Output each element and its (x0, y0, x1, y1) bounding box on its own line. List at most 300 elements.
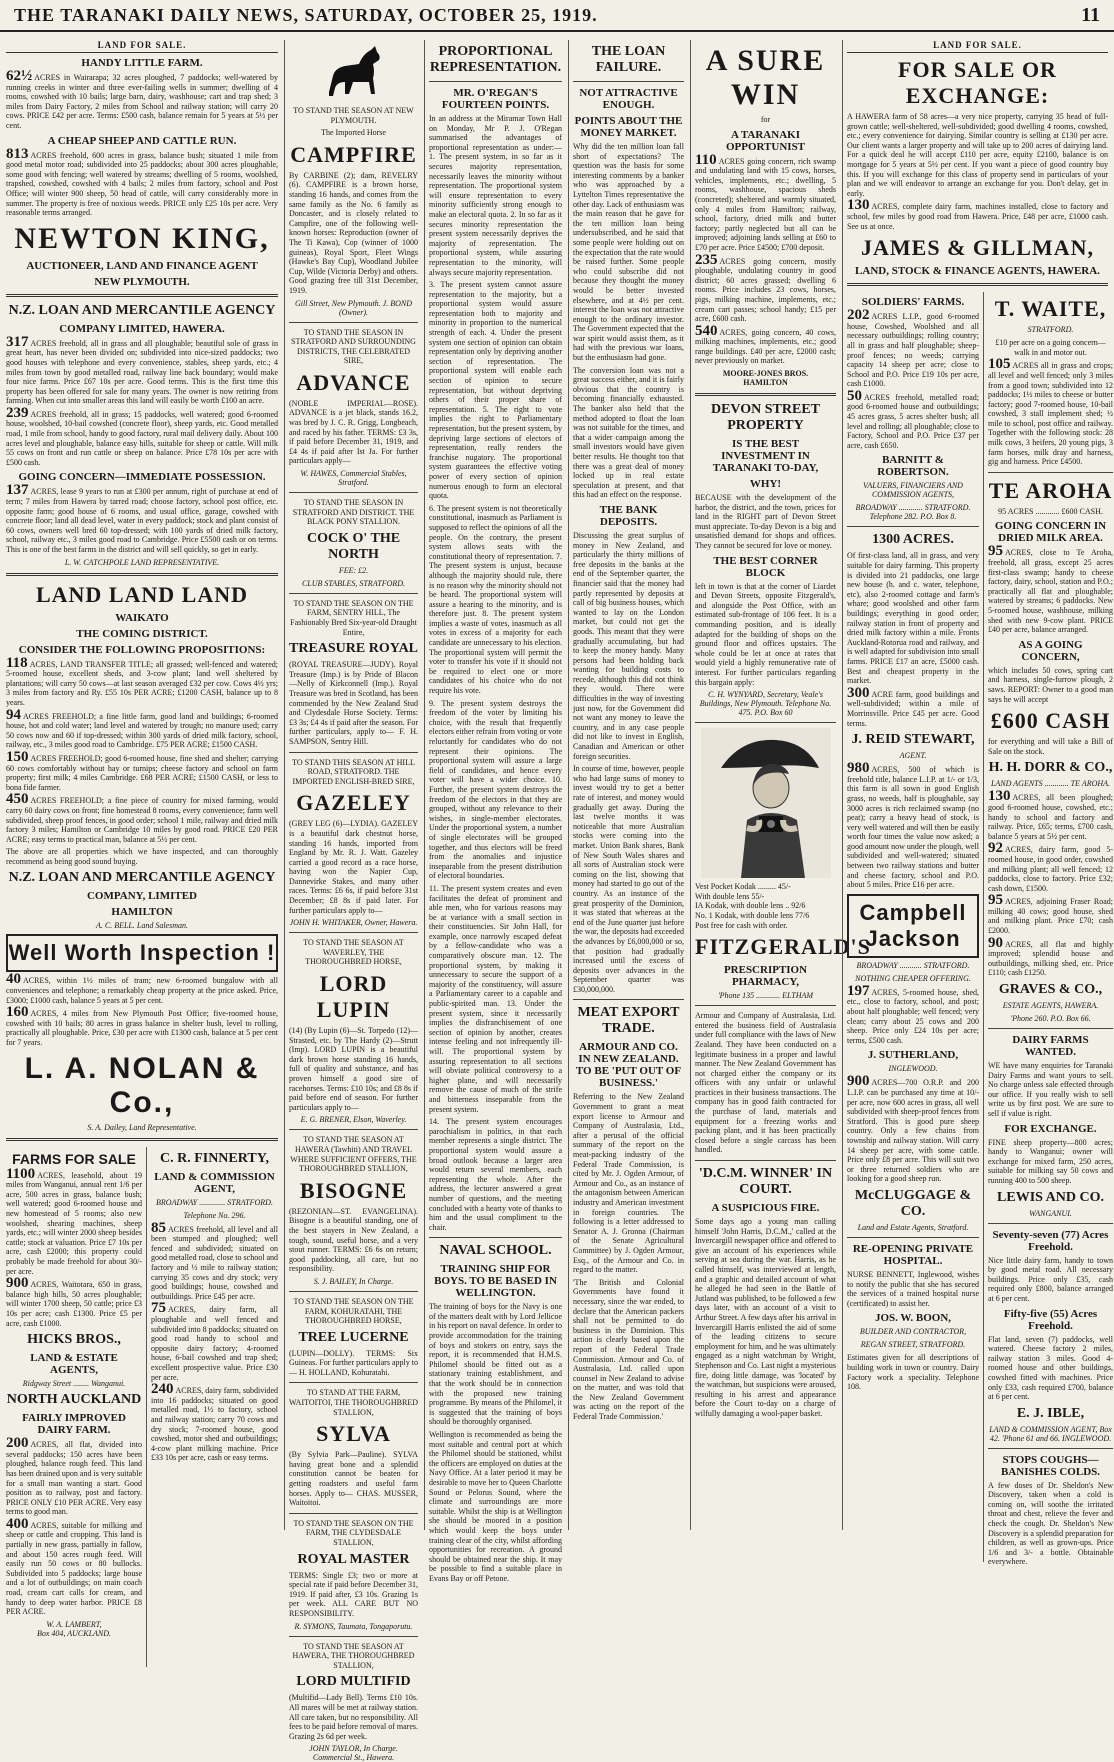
ad-title: Fifty-five (55) Acres Freehold. (1003, 1307, 1098, 1332)
ad-lead-number: 450 (6, 791, 29, 808)
ad-body: By CARBINE (2); dam, REVELRY (6). CAMPFIRE is a brown horse, standing 16 hands, and comes from the same family as the No. 6 family as Doncaster, and is closely related to Campfire, one of the following well-known horses: Reproduction (owner of The Ti Kawa), Cop (winner of 1000 guineas), Royal Sport, Fleet Wings (Hawke's Bay Cup), Woodland Jubilee Cup, Wilde (Victoria Derby) and others. Good grazing free till 31st December, 1919. (289, 170, 418, 295)
article-paragraph: 'The British and Colonial Governments have found it necessary, since the war ended, to declare that the American packers shall not be permitted to do business in the Dominion. This action is clearly based upon the report of the Federal Trade Commission. Armour and Co. of Australasia, Ltd. called upon counsel in New Zealand to advise on the matter, and was told that the New Zealand Government was acting on the report of the Federal Trade Commission.' (573, 1277, 684, 1422)
advertiser-name: J. SUTHERLAND, (867, 1049, 959, 1062)
ad-text (151, 1219, 278, 1302)
ad-signature: JOHN H. WHITAKER, Owner, Hawera. (289, 918, 418, 928)
ad-lead-number: 110 (695, 151, 717, 168)
advertiser-name: McCLUGGAGE & CO. (854, 1187, 972, 1219)
divider (695, 393, 836, 396)
ad-lead-number: 1100 (6, 1165, 36, 1182)
article-paragraph: In an address at the Miramar Town Hall on Monday, Mr P. J. O'Regan summarised the advantages of proportional representation as under:— 1. The present system, in so far as it secures majority representation, necessarily leaves the minority without representation. The proportional system will ensure representation to every minority sufficiently strong enough to make an electoral quota. 2. In so far as it secures minority representation the present system necessarily deprives the majority of representation. The proportional system, while assuring representation to the minority, will always secure majority representation. (429, 114, 562, 277)
ad-text (6, 1435, 142, 1517)
advertiser-name: N.Z. LOAN AND MERCANTILE AGENCY (8, 870, 276, 886)
ad-lead-number: 92 (988, 840, 1003, 857)
ad-text (847, 760, 979, 890)
ad-text (6, 748, 278, 792)
divider (695, 1005, 836, 1006)
ad-body: (By Sylvia Park—Pauline). SYLVA having great bone and a splendid constitution cannot be beaten for getting roadsters and useful farm horses. Apply to— CHAS. MUSSER, Waitoitoi. (289, 1450, 418, 1508)
ad-lead-number: 95 (988, 543, 1003, 560)
advertiser-subtitle: COMPANY LIMITED, HAWERA. (59, 322, 225, 335)
ad-intro: TO STAND THE SEASON AT HAWERA, THE THOROUGHBRED STALLION, (292, 1641, 415, 1670)
ad-body: ACRES FREEHOLD; a fine piece of country for mixed farming, would carry 60 dairy cows on front; fine homestead 8 rooms, every convenience; farm well subdivided, sheep proof fences, in good order; school 1 mile, railway and dried milk factory 3 miles; Hamilton or Cambridge 10 miles by good road. PRICE £20 PER ACRE; easy terms to practical man, balance at 5½ per cent. (6, 796, 278, 844)
ad-intro: The Imported Horse (321, 128, 386, 138)
divider (988, 1223, 1113, 1224)
ad-lead-number: 900 (847, 1073, 870, 1090)
divider (573, 81, 684, 82)
ad-title: GOING CONCERN—IMMEDIATE POSSESSION. (18, 471, 266, 484)
ad-title: LAND LAND LAND (35, 581, 248, 607)
column-2 (284, 40, 422, 1762)
advertiser-subtitle: LAND & COMMISSION AGENT, Box 42. 'Phone 61 and 66. INGLEWOOD. (989, 1424, 1112, 1443)
ad-price: £600 CASH (990, 708, 1111, 734)
divider (573, 999, 684, 1000)
ad-signature: W. HAWES, Commercial Stables, Stratford. (300, 469, 407, 488)
divider (695, 1160, 836, 1161)
ad-intro: TO STAND THE SEASON AT NEW PLYMOUTH. (293, 106, 414, 125)
ad-text (6, 971, 278, 1005)
ad-body: ACRES, within 1½ miles of tram; new 6-roomed bungalow with all conveniences and telephone; a remarkably cheap property at the price asked. Price, £3000; £1000 cash, balance 5 years at 5 per cent. (6, 976, 278, 1005)
ad-body: NURSE BENNETT, Inglewood, wishes to notify the public that she has secured the services of a trained hospital nurse (certificated) to assist her. (847, 1269, 979, 1308)
article-paragraph: The conversion loan was not a great success either, and it is fairly obvious that the country is becoming financially exhausted. The banker also held that the method adopted to float the loan was not suitable for the times, and that a wider campaign among the small investors would have given better results. He thought too that there was a great deal of money locked up in real estate speculation at present, and that this had an effect on the response. (573, 365, 684, 500)
divider (6, 1138, 278, 1141)
ad-text (6, 1275, 142, 1328)
ad-body: ACRES, leasehold, about 19 miles from Wanganui, annual rent 1/6 per acre, 500 acres in grass, balance bush; well watered; good 6-roomed house and new homestead of 5 rooms; also new woolshed, shearing machines, sheep yards, etc.; will winter 2000 sheep besides cattle; stock at valuation. Price £7 10s per acre, cash £2000; this property could probably be made freehold for about 30/- per acre. (6, 1170, 142, 1276)
ad-subtitle: AS A GOING CONCERN, (1018, 638, 1083, 663)
advertiser-place: STRATFORD. (1027, 325, 1074, 335)
farms-for-sale-block (6, 1147, 142, 1667)
ad-body: (LUPIN—DOLLY). TERMS: Six Guineas. For further particulars apply to— H. HOLLAND, Kohuratahi. (289, 1348, 418, 1377)
ad-text (6, 1165, 142, 1277)
ad-body: ACRES, lease 9 years to run at £300 per annum, right of purchase at end of term; 7 miles from Hawera by tarred road; choose factory, school post office, etc. opposite farm; good house of 6 rooms, and usual office, garage, cowshed with concrete floor; land all dead level, water in every paddock; stock and plant consist of 60 cows, owners well bred 60 top-dressed; with 100 yards of dried milk factory, school, railway etc., 3 miles good road to Cambridge. Price £5500 cash or on terms. This is one of the best farms in the district and will sell quickly, so get in early. (6, 487, 278, 554)
ad-subtitle: A TARANAKI OPPORTUNIST (725, 128, 806, 153)
ad-lead-number: 85 (151, 1219, 166, 1236)
advertiser-subtitle: LAND AGENTS ............ TE AROHA. (990, 779, 1111, 789)
advertiser-name: NEWTON KING, (14, 221, 270, 255)
ad-signature: A. C. BELL. Land Salesman. (95, 921, 188, 931)
ad-signature: Gill Street, New Plymouth. J. BOND (Owner). (294, 298, 413, 317)
divider (847, 526, 979, 527)
ad-lead-number: 980 (847, 760, 870, 777)
ad-text (988, 788, 1113, 841)
advertiser-name: H. H. DORR & CO., (988, 760, 1113, 776)
ad-subtitle: THE BEST CORNER BLOCK (713, 554, 818, 579)
ad-body: FINE sheep property—800 acres; handy to Wanganui; owner will exchange for mixed farm, 250 acres, suitable for milking say 50 cows and running 400 to 500 sheep. (988, 1137, 1113, 1185)
ad-lead-number: 202 (847, 307, 870, 324)
ad-text (6, 482, 278, 554)
ad-body: Flat land, seven (7) paddocks, well watered. Cheese factory 2 miles, railway station 3 miles. Good 4-roomed house and other buildings, cowshed fitted with machines. Price only £33, cash required £700, balance at 6 per cent. (988, 1334, 1113, 1402)
ad-body: ACRES, going concern, 40 cows, milking machines, implements, etc.; good range buildings. £40 per acre, £2000 cash; never previously on market. (695, 327, 836, 366)
masthead (0, 0, 1114, 32)
ad-title: NORTH AUCKLAND (6, 1392, 142, 1408)
advertiser-place: REGAN STREET, STRATFORD. (860, 1340, 966, 1350)
ad-signature: S. A. Dailey, Land Representative. (87, 1122, 197, 1132)
article-paragraph: Armour and Company of Australasia, Ltd. entered the business field of Australasia under full compliance with the laws of New Zealand. They have been conducted on a legitimate business in a proper and lawful manner. The New Zealand Government has not charged either the company or its officers with any unfair or unlawful practices in their business transactions. The company has in good faith contracted for the purchase of land, materials and equipment for a freezing works and packing plant, and it has been practically closed before a single carcass has been handled. (695, 1011, 836, 1155)
article-paragraph: 14. The present system encourages parochialism in politics, in that each member represents a single district. The proportional system would assure a broad outlook because a larger area would return several members, each representing the whole. After the address, the lecturer answered a great number of questions, and the meeting concluded with a hearty vote of thanks to him and the usual compliment to the chair. (429, 1117, 562, 1232)
ad-body: ACRES FREEHOLD; a fine little farm, good land and buildings; 6-roomed house, hot and cold water; land level and watered by trough; no manure used; carry 50 cows now and 60 if top-dressed; within 300 yards of dried milk factory, school, railway, etc., 3 miles good road to Cambridge. £75 PER ACRE; £1500 CASH. (6, 711, 278, 750)
section-header: LAND FOR SALE. (6, 40, 278, 53)
ad-body: ACRE farm, good buildings and well-subdivided; within a mile of Morrinsville. Price £45 per acre. Good terms. (847, 689, 979, 728)
ad-body: (14) (By Lupin (6)—St. Torpedo (12)—Strasted, etc. by The Hardy (2)—Strutt (Imp). LORD LUPIN is a beautiful dark brown horse standing 16 hands, full of quality and substance, and has proven himself a good sire of racehorses. Terms: £10 10s; and £8 8s if paid before end of season. For further particulars apply to— (289, 1026, 418, 1112)
ad-lead-number: 130 (988, 788, 1011, 805)
article-paragraph: Referring to the New Zealand Government to grant a meat export license to Armour and Company of Australasia, Ltd., after a perusal of the official summary of the report on the meat-packing industry of the Federal Trade Commission, is cited by Mr. J. Ogden Armour, of Armour and Co., as an instance of the antagonism between American industry and American investment in foreign countries. The following is a letter addressed to Senator A. J. Gronna (Chairman of the Senate Agricultural Committee) by J. Ogden Armour, Esq., of the Armour and Co. in regard to the matter. (573, 1092, 684, 1275)
ad-body: ACRES freehold, all level and all been stumped and ploughed; well fenced and subdivided; situated on good metalled road, close to school and factory and ½ mile to railway station; carrying 35 cows and dry stock; very good buildings; house, cowshed and outbuildings. Price £45 per acre. (151, 1224, 278, 1301)
ad-body: which includes 50 cows, spring cart and harness, single-furrow plough, 2 saws. REPORT: Owner to a good man says he will accept (988, 665, 1113, 704)
ad-body: ACRES, suitable for milking and sheep or cattle and cropping. This land is partially in new grass, partially in fallow, and about 150 acres rough feed. Will easily run 50 cows or 80 bullocks. Subdivided into 5 paddocks; large house and a lot of outbuildings; on main coach road, cream cart calls for cream, and handy to deep water harbor. PRICE £8 PER ACRE. (6, 1520, 142, 1617)
advertiser-name: BARNITT & ROBERTSON. (877, 454, 949, 479)
advertiser-subtitle: AGENT. (899, 751, 927, 761)
stallion-fee: FEE: £2. (338, 565, 369, 575)
ad-body: ACRES, Waitotara, 650 in grass, balance high hills, 50 acres ploughable; will winter 1700 sheep, 50 cattle; price £3 10s per acre; cash £1300. Price £5 per acre, cash £1000. (6, 1280, 142, 1328)
ad-lead-number: 95 (988, 892, 1003, 909)
ad-lead-number: 118 (6, 654, 28, 671)
ad-body: ACRES, all flat and highly improved; splendid house and outbuildings, milking shed, etc. Price £110; cash £1250. (988, 939, 1113, 978)
stallion-name: GAZELEY (296, 790, 411, 816)
advertiser-place: BROADWAY ............. STRATFORD. (156, 1197, 273, 1207)
ad-lead-number: 813 (6, 145, 29, 162)
ad-body: Of first-class land, all in grass, and very suitable for dairy farming. This property is divided into 21 paddocks, one large new house (h. and c. water, telephone, etc), also 2-roomed cottage and farm's whare; good woolshed and other farm buildings; everything in good order; railway station in front of property and dried milk factory within a mile. Fronts Auckland-Rotorua road and railway, and is well adapted for subdivision into small farms. PRICE £17 an acre, £5000 cash. Best and cheapest property in the market. (847, 551, 979, 686)
ad-text (6, 404, 278, 468)
ad-body: ACRES, close to Te Aroha, freehold, all grass, except 25 acres first-class swamp; handy to cheese factory, dairy, school, station and P.O.; practically all flat and ploughable; watered by streams; 6 paddocks. New 5-roomed house, washhouse, milking shed with new 9-cow plant. PRICE £40 per acre, balance arranged. (988, 548, 1113, 635)
ad-title: RE-OPENING PRIVATE HOSPITAL. (852, 1242, 974, 1267)
article-kicker: NOT ATTRACTIVE ENOUGH. (579, 87, 678, 111)
ad-body: ACRES freehold, all in grass; 15 paddocks, well watered; good 6-roomed house, woolshed, 10-bail cowshed (concrete floor), sheep yards, etc. Good metalled road, 1 mile from school, handy to good factory, rural mail delivery daily. About 100 acres level and ploughable, balance easy hills, suitable for sheep or cattle. Will milk 55 cows on front and run cattle or sheep on balance. Price £78 10s per acre with £500 cash. (6, 409, 278, 467)
column-1 (2, 40, 282, 1638)
ad-signature: JOHN TAYLOR, In Charge. Commercial St., Hawera. (309, 1744, 398, 1762)
article-paragraph: 11. The present system creates and even facilitates the defeat of prominent and able men, who for various reasons may be at variance with a small section in their constituencies. Sir John Hall, for example, once narrowly escaped defeat by a fellow-candidate who was a comparatively obscure man. 12. The proportional system, by making it unnecessary to secure the support of a majority of the constituency, will assure a Parliamentary career to a capable and public-spirited man. 13. Under the present system, since it necessarily implies the disfranchisement of one section of opinion by another, creates intense feeling and not infrequently ill-will. The proportional system by assuring representation to all sections will obviate political controversy to a higher plane, and will necessarily remove the cause of much of the strife and bitterness inseparable from the present system. (429, 883, 562, 1114)
advertiser-subtitle: Land and Estate Agents, Stratford. (857, 1222, 969, 1232)
advertiser-subtitle: ESTATE AGENTS, HAWERA. (1002, 1001, 1099, 1011)
advertiser-subtitle: BUILDER AND CONTRACTOR, (859, 1327, 967, 1337)
ad-signature: R. SYMONS, Taumata, Tongaporutu. (294, 1621, 413, 1631)
divider (289, 932, 418, 933)
ad-lead-number: 90 (988, 934, 1003, 951)
ad-body: ACRES freehold, 600 acres in grass, balance bush; situated 1 mile from good metal motor road; subdivided into 25 paddocks; about 300 acres ploughable, some good with fencing; well watered by streams; dwelling of 5 rooms, woolshed, trapshed, cowshed, cowshed with 4 bails; 2 miles from factory, school and Post Office; will winter 900 sheep, 50 head of cattle, will carry considerably more in summer. The property is free of noxious weeds. PRICE only £25 10s per acre. Very reasonable terms arranged. (6, 150, 278, 218)
ad-lead-number: 540 (695, 322, 718, 339)
ad-body: ACRES, 5-roomed house, shed, etc., close to factory, school, and post; about half ploughable; well fenced; very clean; carry about 25 cows and 200 sheep. Price only £24 10s per acre; terms, £500 cash. (847, 987, 979, 1045)
ad-body: ACRES L.I.P., good 6-roomed house, Cowshed, Woolshed and all necessary outbuildings; rolling country; all in grass and half ploughable; sheep-proof fences; no weeds; carrying capacity 14 sheep per acre; close to School and P.O. Price £19 10s per acre, cash £1000. (847, 312, 979, 389)
stallion-name: TREE LUCERNE (298, 1329, 409, 1345)
advertiser-subtitle: LAND & COMMISSION AGENT, (154, 1170, 275, 1195)
divider (289, 492, 418, 493)
ad-body: ACRES, all flat, divided into several paddocks; 150 acres have been ploughed, balance rough feed. This land has been drained upon and is very suitable for a small man wanting a start. Good position as to railway, post and factory. PRICE ONLY £10 PER ACRE. Very easy terms to good man. (6, 1440, 142, 1517)
advertiser-subtitle: VALUERS, FINANCIERS AND COMMISSION AGENTS, (863, 481, 963, 500)
publication-header: THE TARANAKI DAILY NEWS, SATURDAY, OCTOBER 25, 1919. (14, 4, 598, 25)
stallion-name: TREASURE ROYAL (289, 641, 419, 657)
advertiser-name: J. REID STEWART, (851, 732, 975, 748)
ad-body: ACRES, dairy farm, all ploughable and well fenced and subdivided into 8 paddocks; situated on good road handy to school and opposite dairy factory; 4-roomed house, 6-bail cowshed and trap shed; excellent prospective value. Price £30 per acre. (151, 1305, 278, 1382)
ad-title: Well Worth Inspection ! (6, 934, 278, 972)
ad-body: (Multifid—Lady Bell). Terms £10 10s. All mares will be met at railway station. All care taken, but no responsibility. All fees to be paid before removal of mares. Grazing 2s 6d per week. (289, 1693, 418, 1741)
ad-body: ACRES, 500 of which is freehold title, balance L.I.P. at 1/- or 1/3, this farm is all sown in good English grass, no weeds, half is ploughable, say 3000 acres is rich reclaimed swamp (no peat); carry a heavy head of stock, is very well watered and will then be easily worth four times the value now asked; a good amount now under the plough, well subdivided and well-watered; situated between two railway stations and butter and cheese factory, school and P.O. about 5 miles. Price £16 per acre. (847, 765, 979, 890)
advertiser-name: JAMES & GILLMAN, (861, 235, 1094, 261)
advertiser-subtitle: LAND & ESTATE AGENTS, (30, 1352, 118, 1377)
ad-intro: TO STAND THE SEASON ON THE FARM, SENTRY HILL, The Fashionably Bred Six-year-old Draught Entire, (290, 598, 417, 637)
advertiser-name: FITZGERALD'S (695, 934, 871, 960)
ad-lead-number: 94 (6, 706, 21, 723)
stallion-name: ADVANCE (296, 369, 411, 395)
ad-intro: TO STAND THE SEASON AT WAVERLEY, THE THOROUGHBRED HORSE, (303, 938, 404, 967)
ad-body: (ROYAL TREASURE—JUDY). Royal Treasure (Imp.) is by Pride of Blacon —Nelly of Kirkconnell (Imp.). Royal Treasure was bred in Scotland, has been commended by the New Zealand Stud and Clydesdale Horse Society. Terms: £3 3s; £4 4s if paid after the season. For further particulars, apply to— F. H. SAMPSON, Sentry Hill. (289, 660, 418, 746)
article-kicker: MR. O'REGAN'S FOURTEEN POINTS. (441, 87, 550, 111)
horse-illustration-icon (319, 42, 389, 104)
ad-signature: MOORE-JONES BROS. HAMILTON (722, 369, 809, 388)
ad-body: ACRES—700 O.R.P. and 200 L.I.P. can be purchased any time at 10/- per acre, now 600 acres in grass, all well subdivided with sheep-proof fences from Stratford. This is good pure sheep country. Only a few chains from township and railway station. Will carry 14 sheep per acre, with some cattle. Price only £8 per acre. This will suit two or three returned soldiers who are looking for a good sheep run. (847, 1078, 979, 1184)
ad-intro: TO STAND THE SEASON ON THE FARM, THE CLYDESDALE STALLION, (293, 1518, 414, 1547)
advertiser-subtitle: PRESCRIPTION PHARMACY, (723, 964, 808, 989)
divider (289, 1129, 418, 1130)
advertiser-name: LEWIS AND CO. (997, 1189, 1104, 1205)
advertiser-subtitle: AUCTIONEER, LAND AND FINANCE AGENT (26, 259, 258, 272)
ad-text (695, 251, 836, 324)
ad-text (988, 840, 1113, 893)
ad-subtitle: for (760, 115, 771, 124)
ad-lead-number: 240 (151, 1381, 174, 1398)
ad-title: FARMS FOR SALE (12, 1150, 136, 1167)
ad-body: ACRES, dairy farm, subdivided into 16 paddocks; situated on good metalled road, 1½ to factory, school and railway station; carry 70 cows and dry stock; 7-roomed house, good cowshed, motor shed and outbuildings; 4-cow plant milking machine. Price £33 10s per acre, cash or easy terms. (151, 1386, 278, 1463)
divider (289, 752, 418, 753)
ad-lead-number: 137 (6, 482, 29, 499)
ad-lead-number: 62½ (6, 68, 33, 84)
ad-lead-number: 75 (151, 1300, 166, 1317)
ad-subtitle: £10 per acre on a going concern—walk in and motor out. (995, 338, 1106, 357)
ad-body: ACRES freehold, metalled road; good 6-roomed house and outbuildings; 45 acres grass, 5 acres shelter bush; all level and rolling; all ploughable; close to Factory, School and P.O. Price £37 per acre, cash £650. (847, 392, 979, 450)
article-subhead: THE BANK DEPOSITS. (599, 503, 658, 528)
advertiser-place: NEW PLYMOUTH. (94, 275, 190, 288)
ad-text (6, 68, 278, 131)
advertiser-name: GRAVES & CO., (998, 982, 1103, 998)
ad-signature: W. A. LAMBERT, Box 404, AUCKLAND. (36, 1619, 112, 1638)
ad-body: for everything and will take a Bill of Sale on the stock. (988, 737, 1113, 756)
stallion-name: ROYAL MASTER (297, 1551, 410, 1567)
article-paragraph: Wellington is recommended as being the most suitable and central port at which the Philomel should be stationed, whilst the officers are employed on duties at the Navy Office. At a later period it may be desirable to move her to Queen Charlotte Sound or Pelorus Sound, where the climate and surroundings are more suitable. Whilst the ship is at Wellington she should be moored in a position which would keep the boys under training clear of the city, whilst affording opportunities for recreation. A ground should be obtained near the ship. It may be possible to find a suitable place in Evans Bay or off Petone. (429, 1430, 562, 1583)
article-paragraph: 6. The present system is not theoretically constitutional, inasmuch as Parliament is supposed to reflect the opinions of all the people. On the contrary, the present system allows seats with the constitutional theory of representation. 7. The present system is unjust, because although the majority should rule, there is no reason why the minority should not be heard. The proportional system will assure a hearing to the minority, and is therefore just. 8. The present system implies a waste of votes, inasmuch as all votes in excess of a majority for each candidate are unnecessary to his election. The proportional system will permit the voter to transfer his vote if it should not be required to elect one or more candidates of his choice who do not require his vote. (429, 503, 562, 696)
ad-title: Seventy-seven (77) Acres Freehold. (992, 1228, 1109, 1253)
ad-subtitle: CONSIDER THE FOLLOWING PROPOSITIONS: (18, 643, 266, 656)
ad-intro: TO STAND THE SEASON IN STRATFORD AND DISTRICT. THE BLACK PONY STALLION. (292, 498, 415, 527)
stallion-name: LORD MULTIFID (296, 1674, 411, 1690)
ad-signature: CLUB STABLES, STRATFORD. (301, 578, 406, 588)
stallion-name: BISOGNE (299, 1177, 408, 1203)
ad-text (151, 1300, 278, 1382)
ad-text (6, 333, 278, 406)
ad-subtitle: GOING CONCERN IN DRIED MILK AREA. (994, 520, 1107, 545)
ad-lead-number: 150 (6, 748, 29, 765)
ad-lead-number: 130 (847, 197, 870, 214)
ad-body: ACRES, complete dairy farm, machines installed, close to factory and school, few miles by good road from Hawera. Price, £48 per acre, £1000 cash. See us at once. (847, 202, 1108, 231)
article-paragraph: In course of time, however, people who had large sums of money to invest would try to get a better rate of interest, and money would gradually get away. During the last twelve months it was noticeable that more Australian stocks were coming into the market. Union Bank shares, Bank of New South Wales shares and all sorts of Australian stock were coming on the list, showing that money had started to go out of the country. As an instance of the great prosperity of the Dominion, it was stated that whereas at the end of the June quarter just before the war, the deposits had exceeded the advances by £6,000,000 or so, that position had gradually increased until the excess of deposits over advances in the September quarter was £30,000,000. (573, 764, 684, 994)
ad-text (847, 387, 979, 451)
ad-subtitle: THE COMING DISTRICT. (76, 627, 208, 640)
advertiser-name: JOS. W. BOON, (874, 1312, 952, 1325)
ad-lead-number: 200 (6, 1435, 29, 1452)
stallion-name: COCK O' THE NORTH (306, 530, 401, 562)
ad-body: WE have many enquiries for Taranaki Dairy Farms and want yours to sell. No charge unless sale effected through our office. If you really wish to sell write us by first post. We are sure to sell if value is right. (988, 1061, 1113, 1118)
ad-intro: TO STAND THIS SEASON AT HILL ROAD, STRATFORD. THE IMPORTED ENGLISH-BRED SIRE, (292, 757, 415, 786)
article-paragraph: Why did the ten million loan fall short of expectations? The question was the basis for some interesting comments by a banker who was approached by a Lyttelton Times representative the other day. Lack of enthusiasm was the main reason that he gave for the ten million loan being undersubscribed, and he said that some people were holding out on the expectation that the rate would be raised further. Some people who could subscribe did not because they thought the money would be better invested elsewhere, and at 4½ per cent. interest the loan was not attractive enough to the ordinary investor. The Government expected that the war spirit would assist them, as it had with the previous war loans, but the enthusiasm had gone. (573, 142, 684, 363)
ad-body: (GREY LEG (6)—LYDIA). GAZELEY is a beautiful dark chestnut horse, standing 16 hands, imported from England by Mr. R. J. Watt. Gazeley carried a good record as a race horse, having won the Napier Cup, Dannevirke Stakes, and many other races. Terms: £6 6s, if paid before 31st December; £8 8s if paid later. For further particulars apply to— (289, 819, 418, 915)
advertiser-subtitle: LAND, STOCK & FINANCE AGENTS, HAWERA. (855, 265, 1100, 278)
ad-title: HANDY LITTLE FARM. (81, 57, 203, 69)
divider (289, 1636, 418, 1637)
article-paragraph: Discussing the great surplus of money in New Zealand, and particularly the thirty millions of free deposits in the banks at the end of the September quarter, the financier said that the money had partly represented by deposits at call of big business houses, which wanted to lay on the London market, but could not get the goods. This meant that they were gradually accumulating, but had to keep the money handy. Many persons had been holding back wanting for building costs to recede, although this did not think they would. There were difficulties in the way of investing just now, for the Government did not want any money to leave the country, and in any case people did not like to invest in English, Canadian and American or other foreign securities. (573, 530, 684, 761)
kodak-woman-illustration-icon (701, 728, 831, 878)
ad-title: A CHEAP SHEEP AND CATTLE RUN. (47, 134, 237, 147)
page-number: 11 (1081, 3, 1100, 26)
article-paragraph: Some days ago a young man calling himself 'John Harris, D.C.M.,' called at the Invercargill newspaper office and offered to give an account of his experiences while serving at sea during the war. Harris, as he called himself, was interviewed at length, and a graphic and detailed account of what he alleged he had seen in the Battle of Jutland was published, to be followed a few days later, with an account of a visit to Arthur Street. A few days after his arrival in Invercargill Harris enlisted the aid of some of the leading citizens to secure employment for him, and he was ultimately engaged as a night watchman by Wright, Stephenson and Co. Last night a mysterious fire, doing little damage, was 'located' by the watchman, but suspicions were aroused, resulting in his arrest and appearance before the Court to-day on a charge of wilfully damaging a wool-paper basket. (695, 1217, 836, 1418)
ad-text (6, 1004, 278, 1048)
ad-text (6, 1515, 142, 1617)
ad-signature: E. G. BRENER, Elson, Waverley. (300, 1115, 407, 1125)
ad-body: ACRES, adjoining Fraser Road; milking 40 cows; good house, shed and milking plant. Price £70; cash £2000. (988, 897, 1113, 936)
article-headline: MEAT EXPORT TRADE. (577, 1005, 680, 1037)
ad-lead-number: 317 (6, 333, 29, 350)
column-6-right (983, 292, 1113, 1567)
ad-body: ACRES, all been ploughed; good 6-roomed house, cowshed, etc.; handy to school and factory and railway. Price, £65; terms, £700 cash, balance 5 years at 5½ per cent. (988, 793, 1113, 841)
ad-body: ACRES, LAND TRANSFER TITLE; all grassed; well-fenced and watered; 5-roomed house, excellent sheds, and 3-cow plant; land well sheltered by plantations; will carry 50 cows—at last season averaged £32 per cow. Cows 4½ yrs; 3 miles from factory and Ry. £55 10s PER ACRE; £1200 CASH, balance up to 8 years. (6, 659, 278, 707)
ad-intro: TO STAND THE SEASON AT HAWERA (Tawhiti) AND TRAVEL WHERE SUFFICIENT OFFERS, THE THOROUGHBRED STALLION, (290, 1135, 417, 1174)
ad-tagline: NOTHING CHEAPER OFFERING. (855, 973, 971, 983)
ad-note: The above are all properties which we have inspected, and can thoroughly recommend as being good sound buying. (6, 847, 278, 866)
ad-lead-number: 105 (988, 356, 1011, 373)
advertiser-name: T. WAITE, (994, 296, 1107, 322)
lower-split (6, 1147, 278, 1667)
advertiser-name: E. J. IBLE, (1016, 1405, 1085, 1421)
ad-text (695, 322, 836, 366)
ad-lead-number: 40 (6, 971, 21, 988)
divider (289, 593, 418, 594)
divider (289, 1382, 418, 1383)
ad-title: SOLDIERS' FARMS. (861, 296, 965, 309)
column-3 (424, 40, 566, 1583)
divider (988, 1028, 1113, 1029)
ad-subtitle: 95 ACRES ............ £600 CASH. (998, 506, 1103, 516)
ad-body: ACRES, 4 miles from New Plymouth Post Office; five-roomed house, cowshed with 10 bails; 80 acres in grass balance in shelter bush, level to rolling, practically all ploughable. Price, £30 per acre with £1300 cash, balance at 5 per cent for 7 years. (6, 1009, 278, 1048)
ad-text (6, 791, 278, 844)
divider (429, 1237, 562, 1238)
ad-body: ACRES going concern, mostly ploughable, undulating country in good district; 60 acres grassed; dwelling 6 rooms. Price includes 23 cows, horses, pigs, milking machine, implements, etc.; cream cart passes; school handy; £15 per acre, £600 cash. (695, 256, 836, 324)
article-paragraph: The training of boys for the Navy is one of the matters dealt with by Lord Jellicoe in his report on naval defence. In order to provide accommodation for the training of boys and stokers on entry, says the report, it is recommended that H.M.S. Philomel should be fitted out as a stationary training establishment, and that the work should be in connection with the proposed new training programme. By means of the Philomel, it is suggested that the training of boys should be thoroughly organised. (429, 1302, 562, 1427)
ad-body: ACRES, dairy farm, good 5-roomed house, in good order, cowshed and milking plant; all well fenced; 12 paddocks, close to factory. Price £32; cash down, £1500. (988, 845, 1113, 893)
advertiser-telephone: 'Phone 135 ............ ELTHAM (717, 991, 814, 1001)
ad-text (847, 1073, 979, 1184)
divider (988, 1448, 1113, 1449)
ad-title: DEVON STREET PROPERTY (710, 402, 821, 434)
advertiser-place: BROADWAY ............ STRATFORD. Telephone 282. P.O. Box 8. (855, 503, 971, 522)
ad-signature: C. H. WYNYARD, Secretary, Veale's Buildings, New Plymouth. Telephone No. 475. P.O. Box 60 (699, 690, 832, 718)
ad-body: (REZONIAN—ST. EVANGELINA). Bisogne is a beautiful standing, one of the best stayers in New Zealand, a tough, sound, useful horse, and a very stout runner. TERMS: £6 6s on return; good paddocking, all care, but no responsibility. (289, 1206, 418, 1274)
ad-body: A HAWERA farm of 58 acres—a very nice property, carrying 35 head of full-grown cattle; well-sheltered, well-subdivided; good dwelling 4 rooms, cowshed, etc.; every convenience for dairying. Similar country is selling at £130 per acre. Our client wants a larger property and will take up to 200 acres of dairying land. For a quick deal he will accept £110 per acre, equity £2100, balance is on mortgage for 5 years at 5½ per cent. If you want a piece of good country buy this. If you will exchange for this class of property send in particulars of your plan and we will endeavor to arrange an exchange for you. Don't delay, get in early. (847, 112, 1108, 198)
ad-lead-number: 400 (6, 1515, 29, 1532)
divider (847, 1237, 979, 1238)
divider (847, 283, 1108, 286)
advertiser-name: L. A. NOLAN & Co., (24, 1051, 260, 1119)
article-kicker: POINTS ABOUT THE MONEY MARKET. (574, 115, 683, 139)
divider (988, 472, 1113, 473)
article-headline: THE LOAN FAILURE. (591, 44, 666, 75)
column-6-left (847, 292, 979, 1562)
ad-title: TE AROHA (988, 477, 1113, 503)
advertiser-place: BROADWAY ........... STRATFORD. (856, 960, 970, 970)
divider (6, 294, 278, 297)
advertiser-place: WANGANUI. (1029, 1208, 1072, 1218)
finnerty-block (146, 1147, 278, 1667)
ad-title: STOPS COUGHS—BANISHES COLDS. (1000, 1453, 1101, 1478)
ad-text (988, 934, 1113, 978)
ad-lead-number: 239 (6, 404, 29, 421)
stallion-name: LORD LUPIN (316, 971, 391, 1023)
ad-body: ACRES in Wairarapa; 32 acres ploughed, 7 paddocks; well-watered by running creeks in winter and three ever-failing wells in summer; dwelling of 4 rooms, cowshed with 10 bails; large barn, dairy, washhouse; cart and trap shed; 3 miles from Dairy Factory, 2 miles from School and railway station; will carry 20 cows. PRICE £42 per acre. Terms: £500 cash, balance remain for 5 years at 5½ per cent. (6, 73, 278, 130)
ad-lead-number: 50 (847, 387, 862, 404)
ad-title: DAIRY FARMS WANTED. (1012, 1034, 1089, 1059)
ad-body: TERMS: Single £3; two or more at special rate if paid before December 31, 1919. If paid after, £3 10s. Grazing 1s per week. ALL CARE BUT NO RESPONSIBILITY. (289, 1570, 418, 1618)
advertiser-place: HAMILTON (111, 906, 173, 919)
column-6 (842, 40, 1113, 1567)
ad-body: left in town is that at the corner of Liardet and Devon Streets, opposite Fitzgerald's, and alongside the Post Office, with an estimated sub-frontage of 106 feet. It is a commanding position, and is ideally adapted for the building of shops on the ground floor and offices upstairs. The whole could be let at once at rates that would yield a highly remunerative rate of interest. For further particulars regarding this bargain apply: (695, 581, 836, 687)
ad-body: ACRES freehold, all in grass and all ploughable; beautiful sole of grass in great heart, has never been divided on; subdivided into nice-sized paddocks; two good houses with telephone and every convenience, stables, sheep yards, etc.; 4 miles from town by good metalled road, railway line back boundary; would make four nice farms. Price £67 10s per acre. Good terms. This is the first time this property has been offered for sale for many years. The owner is now retiring from farming. When cut into smaller areas this land will easily be worth £100 an acre. (6, 338, 278, 406)
ad-title: 1300 ACRES. (872, 532, 954, 548)
advertiser-name: C. R. FINNERTY, (159, 1150, 270, 1166)
divider (429, 81, 562, 82)
ad-intro: TO STAND THE SEASON ON THE FARM, KOHURATAHI, THE THOROUGHBRED HORSE, (293, 1296, 414, 1326)
divider (289, 322, 418, 323)
section-header: LAND FOR SALE. (847, 40, 1108, 53)
advertiser-place: INGLEWOOD. (888, 1064, 938, 1074)
ad-subtitle: IS THE BEST INVESTMENT IN TARANAKI TO-DAY, (712, 438, 819, 475)
column-6-split (847, 292, 1113, 1567)
article-headline: PROPORTIONAL REPRESENTATION. (429, 44, 562, 75)
ad-intro: TO STAND AT THE FARM, WAITOITOI, THE THOROUGHBRED STALLION, (289, 1388, 418, 1417)
ad-body: Nice little dairy farm, handy to town by good metal road. All necessary buildings. Price only £35, cash required only £800, balance arranged at 6 per cent. (988, 1255, 1113, 1303)
ad-text (695, 151, 836, 253)
ad-body: (NOBLE IMPERIAL—ROSE). ADVANCE is a jet black, stands 16.2, was bred by J. C. R. Grigg, Longbeach, and raced by his father. TERMS: £3 3s, if paid before December 31, 1919, and £4 4s if paid after Ist Ja. For further particulars apply— (289, 398, 418, 466)
advertiser-telephone: Telephone No. 296. (183, 1210, 246, 1220)
article-paragraph: 3. The present system cannot assure representation to the majority, but a proportional system would assure representation both to majority and minority in proportion to the numerical strength of each. 4. Under the present system one section of opinion can obtain representation only by depriving another section of representation. The proportional system will enable each section of opinion to secure representation, but without depriving others of their proper share of representation. 5. The right to vote implies the right to Parliamentary representation, but the present system, by depriving large sections of electors of representation, really renders the franchise nugatory. The proportional system guarantees the effective voting power of every section of opinion numerous enough to form an electoral quota. (429, 280, 562, 501)
article-headline: NAVAL SCHOOL. (439, 1243, 552, 1259)
ad-intro: TO STAND THE SEASON IN STRATFORD AND SURROUNDING DISTRICTS, THE CELEBRATED SIRE, (291, 327, 416, 366)
ad-subtitle: FAIRLY IMPROVED DAIRY FARM. (22, 1412, 126, 1437)
ad-lead-number: 197 (847, 982, 870, 999)
advertiser-subtitle: COMPANY, LIMITED (86, 890, 197, 903)
article-paragraph: 9. The present system destroys the freedom of the voter by limiting his choice, with the result that frequently electors either refrain from voting or vote reluctantly for candidates who do not represent their opinions. The proportional system will assure a large field of candidates, and hence every voter will have a wider choice. 10. Further, the present system destroys the freedom of the electors in that they are grouped, without any relevance to their wishes, in single-member electorates. Under the proportional system, a number of single electorates will be grouped together, and thus electors will be freed from the anomalies and injustice inseparable from the present distribution of electoral boundaries. (429, 698, 562, 881)
ad-text (151, 1381, 278, 1463)
ad-title: FOR SALE OR EXCHANGE: (898, 57, 1057, 108)
advertiser-place: Ridgway Street ........ Wanganui. (22, 1379, 126, 1389)
ad-lead-number: 235 (695, 251, 718, 268)
divider (289, 1291, 418, 1292)
ad-text (6, 654, 278, 708)
divider (289, 1513, 418, 1514)
article-headline: 'D.C.M. WINNER' IN COURT. (698, 1166, 833, 1198)
ad-title: FOR EXCHANGE. (1004, 1122, 1097, 1135)
ad-signature: S. J. BAILEY, In Charge. (313, 1276, 394, 1286)
ad-title: A SURE WIN (705, 44, 826, 111)
article-kicker: A SUSPICIOUS FIRE. (711, 1202, 820, 1215)
ad-body: ACRES all in grass and crops; all level and well fenced; only 3 miles from a good town; subdivided into 12 paddocks; 1½ miles to cheese or butter factory; good 7-roomed house, 10-bail cowshed, 3 stall implement shed; ½ mile to school, post office and railway. Together with the following stock: 28 milk cows, 3 heifers, 20 young pigs, 3 farm horses, milk dray and harness, gig and harness. Price £4500. (988, 361, 1113, 467)
stallion-name: SYLVA (316, 1421, 391, 1447)
article-kicker: TRAINING SHIP FOR BOYS. TO BE BASED IN WELLINGTON. (434, 1263, 557, 1300)
ad-subtitle: WAIKATO (115, 611, 169, 624)
advertiser-name: HICKS BROS., (27, 1332, 121, 1348)
ad-text (988, 543, 1113, 635)
advertiser-name: N.Z. LOAN AND MERCANTILE AGENCY (8, 302, 276, 318)
ad-text (847, 684, 979, 728)
stallion-name: CAMPFIRE (290, 141, 417, 167)
divider (6, 573, 278, 576)
ad-signature: L. W. CATCHPOLE LAND REPRESENTATIVE. (64, 557, 220, 567)
divider (695, 722, 836, 723)
ad-text (6, 145, 278, 218)
ad-text (988, 892, 1113, 936)
